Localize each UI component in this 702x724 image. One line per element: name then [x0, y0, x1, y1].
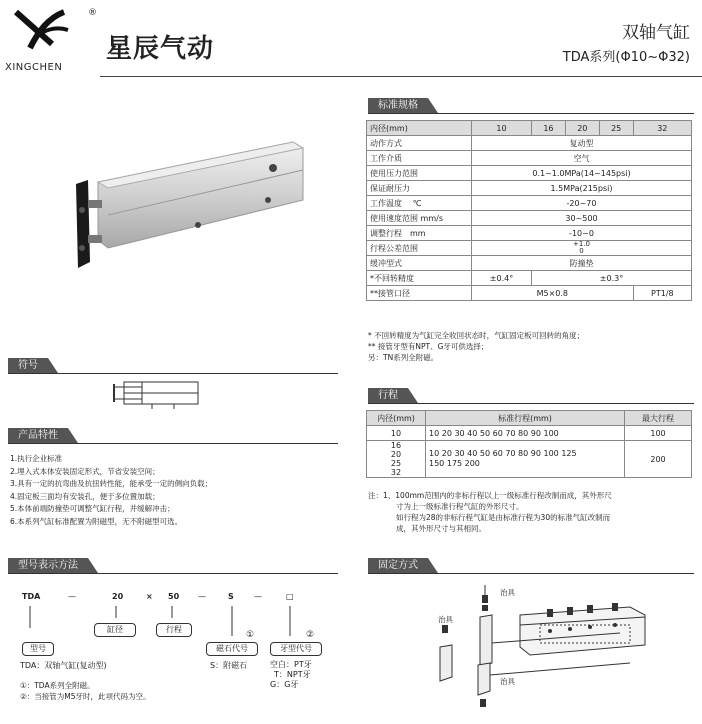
- spec-row: [367, 271, 692, 286]
- feature-item: 3.具有一定的抗弯曲及抗扭转性能，能承受一定的侧向负载；: [10, 479, 213, 488]
- spec-bore-10: 10: [472, 121, 532, 136]
- spec-row: [367, 286, 692, 301]
- spec-bore-16: 16: [532, 121, 566, 136]
- stroke-bore: 10: [367, 426, 426, 441]
- model-box-magnet: 磁石代号: [206, 642, 258, 656]
- stroke-note: 成，其外形尺寸与其相同。: [396, 524, 486, 533]
- stroke-row: [367, 426, 692, 441]
- brand-logo: [8, 8, 88, 60]
- spec-note: 另：TN系列全附磁。: [368, 353, 439, 362]
- code-bore: 20: [112, 592, 124, 601]
- spec-bore-25: 25: [599, 121, 633, 136]
- spec-row: [367, 241, 692, 256]
- circle-1: ①: [246, 630, 255, 640]
- section-features: [8, 428, 338, 444]
- stroke-table: [366, 410, 692, 478]
- spec-row: [367, 226, 692, 241]
- stroke-notes: [368, 490, 698, 534]
- spec-value: 0.1~1.0MPa(14~145psi): [472, 166, 692, 181]
- spec-label: 缓冲型式: [367, 256, 472, 271]
- stroke-bore: 20: [390, 450, 402, 459]
- section-mount-title: 固定方式: [368, 558, 428, 573]
- spec-head-row: [367, 121, 692, 136]
- stroke-bore: 16: [390, 441, 402, 450]
- code-type: TDA: [22, 592, 41, 601]
- spec-note: * 不回转精度为气缸完全收回状态时，气缸固定板可回转的角度；: [368, 331, 585, 340]
- section-spec: [368, 98, 694, 114]
- model-box-thread: 牙型代号: [270, 642, 322, 656]
- spec-row: [367, 196, 692, 211]
- stroke-head-row: [367, 411, 692, 426]
- spec-value: -10~0: [472, 226, 692, 241]
- section-symbol: [8, 358, 338, 374]
- brand-name-cn: 星辰气动: [106, 34, 215, 64]
- stroke-bore: 32: [390, 468, 402, 477]
- spec-row: [367, 166, 692, 181]
- spec-bore-label: 内径(mm): [367, 121, 472, 136]
- jig-label: 治具: [500, 677, 515, 686]
- spec-bore-32: 32: [633, 121, 691, 136]
- spec-bore-20: 20: [565, 121, 599, 136]
- section-stroke: [368, 388, 694, 404]
- xingchen-logo-icon: [8, 8, 88, 60]
- spec-note: ** 接管牙型有NPT、G牙可供选择；: [368, 342, 489, 351]
- model-box-stroke: 行程: [156, 623, 192, 637]
- circle-2: ②: [306, 630, 315, 640]
- feature-item: 2.埋入式本体安装固定形式，节省安装空间；: [10, 466, 160, 476]
- cylinder-symbol: [112, 380, 202, 410]
- code-dash: —: [254, 592, 262, 601]
- registered-mark: ®: [88, 8, 97, 18]
- tolerance-zero: 0: [579, 247, 584, 255]
- spec-value: 30~500: [472, 211, 692, 226]
- spec-label: 动作方式: [367, 136, 472, 151]
- code-magnet: S: [228, 592, 234, 601]
- model-note-1: ①：TDA系列全附磁。: [20, 681, 95, 690]
- thread-option: T：NPT牙: [274, 670, 311, 679]
- section-model-title: 型号表示方法: [8, 558, 88, 573]
- double-cylinder-symbol-icon: [112, 380, 202, 410]
- feature-item: 6.本系列气缸标准配置为附磁型，无不附磁型可选。: [10, 516, 183, 526]
- stroke-head-bore: 内径(mm): [367, 411, 426, 426]
- thread-option: G：G牙: [270, 680, 299, 689]
- stroke-max: 100: [625, 426, 692, 441]
- section-features-title: 产品特性: [8, 428, 68, 443]
- feature-item: 1.执行企业标准: [10, 454, 63, 463]
- section-symbol-title: 符号: [8, 358, 48, 373]
- spec-label: **接管口径: [367, 286, 472, 301]
- spec-label: 工作介质: [367, 151, 472, 166]
- jig-label: 治具: [438, 615, 453, 624]
- spec-value: -20~70: [472, 196, 692, 211]
- stroke-max: 200: [625, 441, 692, 478]
- spec-value: 空气: [472, 151, 692, 166]
- spec-row: [367, 211, 692, 226]
- stroke-head-standard: 标准行程(mm): [426, 411, 625, 426]
- code-dash: —: [68, 592, 76, 601]
- spec-row: [367, 181, 692, 196]
- product-title: 双轴气缸: [622, 23, 690, 43]
- stroke-values: 150 175 200: [429, 459, 480, 468]
- product-image: [58, 140, 308, 280]
- features-list: [10, 453, 350, 528]
- spec-table: [366, 120, 692, 301]
- spec-label: 行程公差范围: [367, 241, 472, 256]
- section-stroke-title: 行程: [368, 388, 408, 403]
- code-times: ×: [146, 592, 153, 601]
- spec-label: 调整行程 mm: [367, 226, 472, 241]
- stroke-values: 10 20 30 40 50 60 70 80 90 100: [426, 426, 625, 441]
- stroke-note: 如行程为28的非标行程气缸是由标准行程为30的标准气缸改制而: [396, 513, 611, 522]
- stroke-row: [367, 441, 692, 478]
- spec-value: PT1/8: [633, 286, 691, 301]
- brand-name-en: XINGCHEN: [5, 62, 63, 73]
- stroke-bore: 25: [390, 459, 402, 468]
- spec-label: 使用速度范围 mm/s: [367, 211, 472, 226]
- spec-notes: [368, 330, 698, 363]
- code-thread: □: [286, 592, 294, 601]
- section-mount: [368, 558, 694, 574]
- series-title: TDA系列(Φ10~Φ32): [562, 50, 690, 65]
- spec-value: 1.5MPa(215psi): [472, 181, 692, 196]
- feature-item: 5.本体前端防撞垫可调整气缸行程，并缓解冲击；: [10, 504, 175, 513]
- model-code-row: [22, 592, 312, 604]
- spec-value: 防撞垫: [472, 256, 692, 271]
- code-stroke: 50: [168, 592, 180, 601]
- thread-option: 空白：PT牙: [270, 660, 312, 669]
- spec-row: [367, 136, 692, 151]
- thread-description: [270, 660, 312, 690]
- spec-label: 使用压力范围: [367, 166, 472, 181]
- spec-value: ±0.3°: [532, 271, 692, 286]
- spec-label: 工作温度 ℃: [367, 196, 472, 211]
- spec-value: ±0.4°: [472, 271, 532, 286]
- model-note-2: ②：当接管为M5牙时，此项代码为空。: [20, 692, 151, 701]
- section-model: [8, 558, 338, 574]
- type-description: TDA：双轴气缸(复动型): [20, 661, 107, 670]
- magnet-description: S：附磁石: [210, 661, 248, 670]
- feature-item: 4.固定板三面均有安装孔，便于多位置加载；: [10, 491, 160, 501]
- spec-label: 保证耐压力: [367, 181, 472, 196]
- tolerance-plus: +1.0: [573, 240, 590, 248]
- mounting-diagram: [420, 585, 660, 715]
- spec-value: 复动型: [472, 136, 692, 151]
- stroke-note: 注：1、100mm范围内的非标行程以上一级标准行程改制而成，其外形尺: [368, 491, 612, 500]
- section-spec-title: 标准规格: [368, 98, 428, 113]
- stroke-note: 寸为上一级标准行程气缸的外形尺寸。: [396, 502, 524, 511]
- code-dash: —: [198, 592, 206, 601]
- model-box-type: 型号: [22, 642, 54, 656]
- jig-label: 治具: [500, 588, 515, 597]
- spec-row: [367, 151, 692, 166]
- spec-value: M5×0.8: [472, 286, 634, 301]
- stroke-head-max: 最大行程: [625, 411, 692, 426]
- spec-label: *不回转精度: [367, 271, 472, 286]
- spec-row: [367, 256, 692, 271]
- header-rule: [100, 76, 702, 77]
- model-box-bore: 缸径: [94, 623, 136, 637]
- stroke-values: 10 20 30 40 50 60 70 80 90 100 125: [429, 449, 577, 458]
